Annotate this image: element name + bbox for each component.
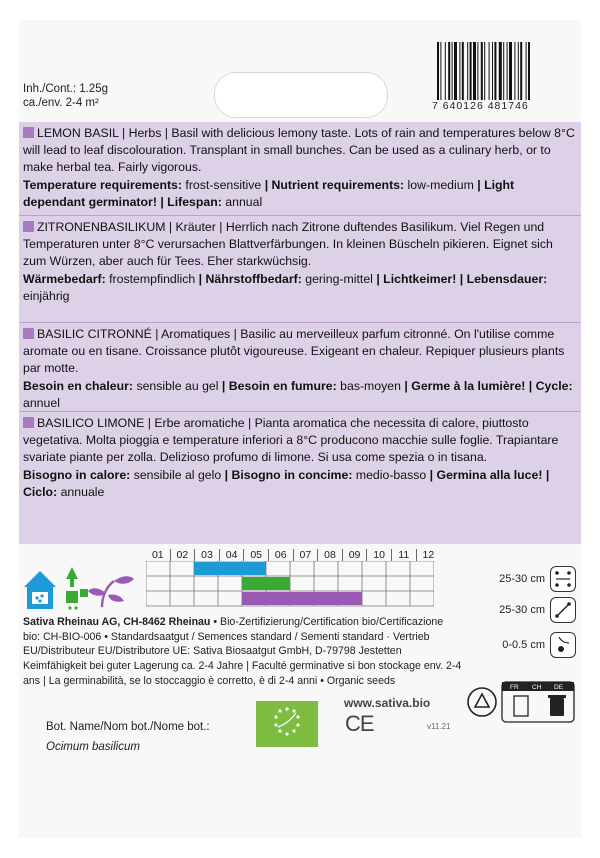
req-label: | Nährstoffbedarf:: [198, 271, 302, 286]
month-label: 08: [318, 549, 343, 561]
section-body: | Erbe aromatiche | Pianta aromatica che necessita di calore, piuttosto vegetativa. Molta pioggia e temperature inferiori a 8°C producono macchie sulle foglie. Trapiantare svariate piante per zolla. Delizioso profumo di limone. Si usa come spezia o in tisana.: [23, 416, 559, 465]
sowing-icons: [22, 565, 140, 613]
triman-icon: [468, 688, 496, 716]
botanical-label: Bot. Name/Nom bot./Nome bot.:: [46, 721, 210, 733]
eu-organic-logo: [256, 701, 318, 747]
row-distance: [499, 566, 576, 592]
month-label: 03: [195, 549, 220, 561]
req-value: annuel: [23, 395, 60, 410]
section-title: LEMON BASIL: [37, 126, 119, 140]
req-label: | Germe à la lumière! | Cycle:: [404, 378, 573, 393]
month-label: 07: [293, 549, 318, 561]
req-label: Besoin en chaleur:: [23, 378, 134, 393]
req-label: Bisogno in calore:: [23, 467, 131, 482]
plant-distance: [499, 597, 576, 623]
req-label: | Lichtkeimer! | Lebensdauer:: [376, 271, 548, 286]
month-label: 05: [244, 549, 269, 561]
req-label: Wärmebedarf:: [23, 271, 106, 286]
sow-indoors-icon: [24, 571, 56, 609]
section-divider: [19, 322, 581, 323]
hanger-slot: [214, 72, 388, 118]
section-body: | Aromatiques | Basilic au merveilleux parfum citronné. On l'utilise comme aromate ou en tisane. Croissance plutôt vigoureuse. Exigeant en chaleur. Repiquer plusieurs plants par motte.: [23, 327, 565, 376]
month-label: 10: [367, 549, 392, 561]
section-marker-icon: [23, 328, 34, 339]
req-label: | Germina alla luce! | Ciclo:: [23, 467, 550, 499]
bin-icon: [548, 695, 566, 716]
botanical-name: [46, 717, 210, 757]
section-french: [23, 326, 579, 412]
req-value: frostempfindlich: [105, 271, 199, 286]
req-value: bas-moyen: [336, 378, 405, 393]
req-value: einjährig: [23, 288, 70, 303]
plant-spacing-icon: [550, 597, 576, 623]
month-label: 04: [219, 549, 244, 561]
section-marker-icon: [23, 127, 34, 138]
calendar-grid: [146, 561, 434, 609]
section-marker-icon: [23, 417, 34, 428]
website: www.sativa.bio: [344, 696, 431, 710]
section-body: | Kräuter | Herrlich nach Zitrone duftendes Basilikum. Viel Regen und Temperaturen unter 8°C verursachen Blattverfärbungen. In kleinen Büscheln pikieren. Eignet sich zum Würzen, aber auch für Tees. Eher starkwüchsig.: [23, 220, 553, 269]
month-label: 01: [151, 549, 164, 561]
ce-mark: CE: [345, 711, 374, 736]
planting-period-bar: [242, 577, 290, 590]
certification-text: • Bio-Zertifizierung/Certification bio/Certificazione bio: CH-BIO-006 • Standardsaatgut / Semences standard / Sementi standard · Vertrieb EU/Distributeur EU/Distributore UE: Sativa Biosaatgut GmbH, D-79798 Jestetten Keimfähigkeit bei guter Lagerung ca. 2-4 Jahre | Faculté germinative si bon stockage env. 2-4 ans | La germinabilità, se lo stoccaggio è corretto, è di 2-4 anni • Organic seeds: [23, 616, 462, 687]
company-name: Sativa Rheinau AG, CH-8462 Rheinau: [23, 616, 211, 628]
row-spacing-icon: [550, 566, 576, 592]
req-label: | Bisogno in concime:: [224, 467, 353, 482]
req-value: annuale: [57, 484, 105, 499]
req-value: sensibile al gelo: [130, 467, 225, 482]
sowing-depth: [502, 632, 576, 658]
harvest-plant-icon: [88, 576, 134, 607]
req-label: Temperature requirements:: [23, 177, 182, 192]
section-german: [23, 219, 579, 305]
section-divider: [19, 215, 581, 216]
version-label: v11.21: [427, 722, 451, 731]
req-label: | Nutrient requirements:: [264, 177, 405, 192]
month-label: 02: [170, 549, 195, 561]
month-label: 11: [391, 549, 416, 561]
barcode-number: 7 640126 481746: [432, 100, 529, 112]
sowing-depth-value: 0-0.5 cm: [502, 639, 545, 651]
calendar-months: [146, 549, 440, 561]
req-label: | Light dependant germinator! | Lifespan:: [23, 177, 515, 209]
month-label: 09: [342, 549, 367, 561]
req-value: frost-sensitive: [182, 177, 265, 192]
barcode: [436, 42, 566, 100]
contents-area: ca./env. 2-4 m²: [23, 97, 99, 109]
section-english: [23, 125, 579, 211]
month-label: 12: [416, 549, 440, 561]
sowing-period-bar: [194, 562, 266, 575]
contents-weight: Inh./Cont.: 1.25g: [23, 83, 109, 95]
section-title: BASILIC CITRONNÉ: [37, 327, 152, 341]
section-italian: [23, 415, 579, 501]
recycle-label-de: DE: [554, 684, 564, 691]
row-distance-value: 25-30 cm: [499, 573, 545, 585]
plant-distance-value: 25-30 cm: [499, 604, 545, 616]
botanical-value: Ocimum basilicum: [46, 741, 140, 753]
req-value: annual: [221, 194, 263, 209]
section-title: ZITRONENBASILIKUM: [37, 220, 166, 234]
recycle-label-ch: CH: [532, 684, 542, 691]
harvest-period-bar: [242, 592, 362, 605]
recycling-info: [466, 680, 578, 724]
req-value: sensible au gel: [133, 378, 222, 393]
section-body: | Herbs | Basil with delicious lemony taste. Lots of rain and temperatures below 8°C will lead to leaf discolouration. Transplant in small bunches. Can be used as a culinary herb, or to make herbal tea. Fairly vigorous.: [23, 126, 575, 175]
paper-icon: [514, 696, 528, 716]
transplant-icon: [66, 567, 88, 610]
contents-info: [23, 82, 108, 110]
req-label: | Besoin en fumure:: [221, 378, 337, 393]
req-value: low-medium: [404, 177, 478, 192]
recycle-label-fr: FR: [510, 684, 519, 691]
req-value: gering-mittel: [301, 271, 377, 286]
section-title: BASILICO LIMONE: [37, 416, 145, 430]
sowing-calendar: [146, 549, 440, 609]
legal-footer: [23, 615, 463, 689]
section-divider: [19, 411, 581, 412]
section-marker-icon: [23, 221, 34, 232]
sowing-depth-icon: [550, 632, 576, 658]
req-value: medio-basso: [352, 467, 430, 482]
month-label: 06: [268, 549, 293, 561]
